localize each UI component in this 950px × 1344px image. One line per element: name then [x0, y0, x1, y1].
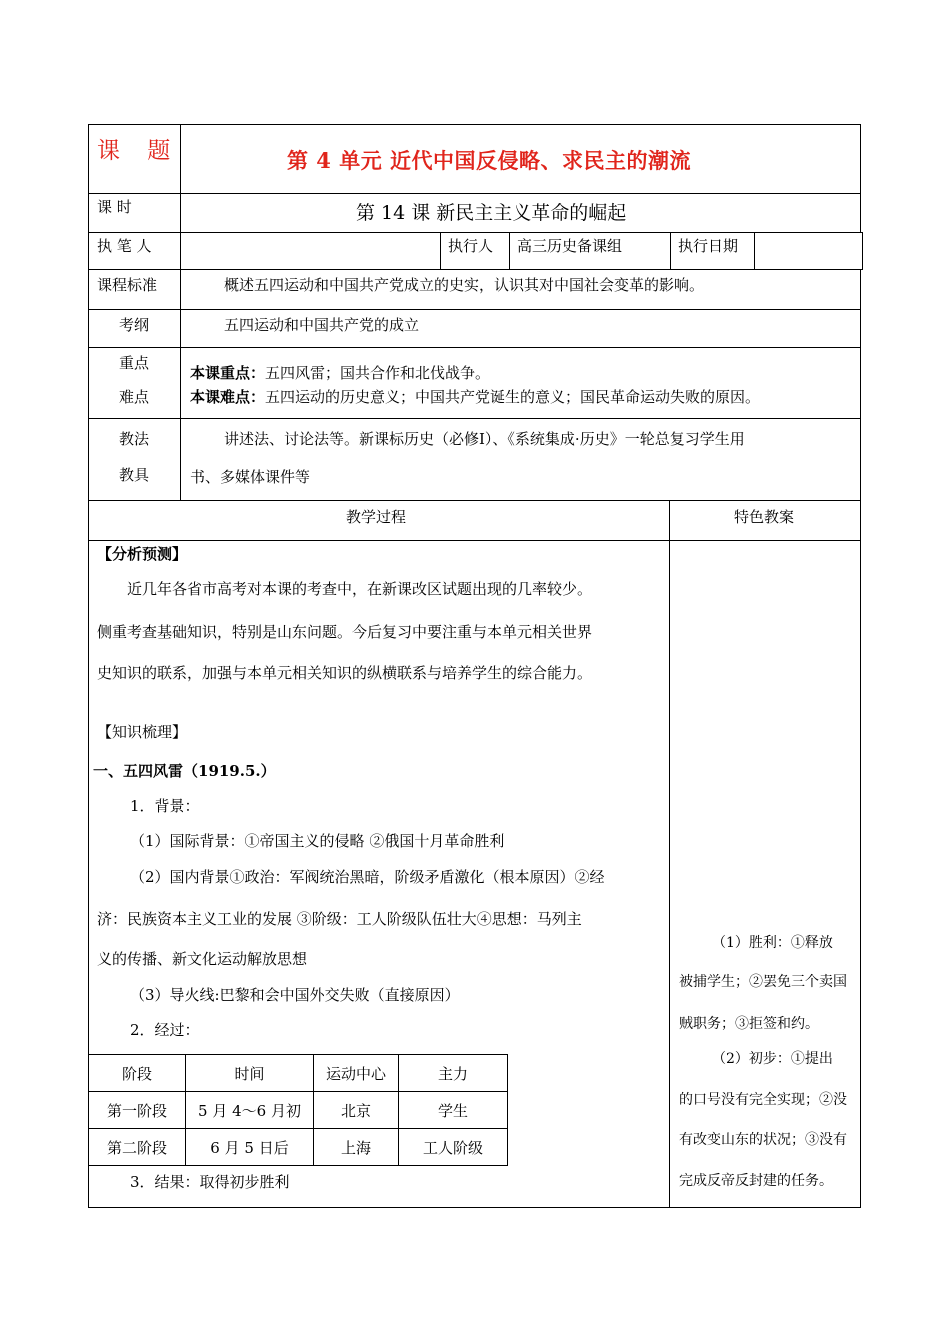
analysis-line-2: 侧重考查基础知识，特别是山东问题。今后复习中要注重与本单元相关世界 [97, 623, 593, 641]
bizhe-label: 执 笔 人 [97, 237, 152, 255]
stage-table [88, 1054, 508, 1166]
table-cell: 学生 [399, 1092, 508, 1129]
jiaofa-line-2: 书、多媒体课件等 [190, 468, 311, 486]
side-note-line-4: （2）初步：①提出 [712, 1051, 833, 1067]
table-cell: 第二阶段 [89, 1129, 186, 1166]
table-cell: 5 月 4～6 月初 [186, 1092, 314, 1129]
table-cell: 北京 [314, 1092, 399, 1129]
date-label: 执行日期 [678, 237, 739, 255]
process-title: 2．经过： [130, 1021, 200, 1039]
nandian-prefix: 本课难点： [190, 388, 266, 406]
keshi-label: 课 时 [97, 198, 132, 216]
table-row [89, 1129, 508, 1166]
analysis-line-1: 近几年各省市高考对本课的考查中，在新课改区试题出现的几率较少。 [127, 580, 593, 598]
side-note-line-6: 有改变山东的状况；③没有 [679, 1132, 847, 1148]
side-note-line-1: （1）胜利：①释放 [712, 935, 833, 951]
result-text: 3．结果：取得初步胜利 [130, 1173, 290, 1191]
keti-label: 课 题 [97, 138, 181, 164]
background-title: 1．背景： [130, 797, 200, 815]
nandian-line [190, 388, 760, 406]
domestic-line-1: （2）国内背景①政治：军阀统治黑暗，阶级矛盾激化（根本原因）②经 [130, 868, 605, 886]
domestic-line-2: 济：民族资本主义工业的发展 ③阶级：工人阶级队伍壮大④思想：马列主 [97, 910, 582, 928]
table-cell: 工人阶级 [399, 1129, 508, 1166]
table-header-cell: 主力 [399, 1055, 508, 1092]
feature-header: 特色教案 [734, 508, 795, 526]
analysis-line-3: 史知识的联系，加强与本单元相关知识的纵横联系与培养学生的综合能力。 [97, 664, 593, 682]
table-cell: 上海 [314, 1129, 399, 1166]
zhongdian-label: 重点 [119, 354, 150, 372]
fuse-cause: （3）导火线:巴黎和会中国外交失败（直接原因） [130, 986, 460, 1004]
table-cell: 第一阶段 [89, 1092, 186, 1129]
section1-title: 一、五四风雷（1919.5.） [93, 762, 276, 780]
table-cell: 6 月 5 日后 [186, 1129, 314, 1166]
table-header-cell: 时间 [186, 1055, 314, 1092]
zhongdian-prefix: 本课重点： [190, 364, 266, 382]
zhongdian-text: 五四风雷；国共合作和北伐战争。 [265, 364, 491, 382]
nandian-text: 五四运动的历史意义；中国共产党诞生的意义；国民革命运动失败的原因。 [265, 388, 761, 406]
table-header-cell: 阶段 [89, 1055, 186, 1092]
side-note-line-5: 的口号没有完全实现；②没 [679, 1092, 847, 1108]
table-row [89, 1055, 508, 1092]
nandian-label: 难点 [119, 388, 150, 406]
standard-text: 概述五四运动和中国共产党成立的史实，认识其对中国社会变革的影响。 [224, 276, 705, 294]
zhixing-label: 执行人 [448, 237, 494, 255]
kaogang-text: 五四运动和中国共产党的成立 [224, 316, 420, 334]
zhongdian-line [190, 364, 490, 382]
side-note-line-3: 贼职务；③拒签和约。 [679, 1016, 819, 1032]
side-note-line-2: 被捕学生；②罢免三个卖国 [679, 974, 847, 990]
side-note-line-7: 完成反帝反封建的任务。 [679, 1173, 833, 1189]
jiaofa-label: 教法 [119, 430, 150, 448]
jiaofa-line-1: 讲述法、讨论法等。新课标历史（必修Ⅰ）、《系统集成·历史》一轮总复习学生用 [224, 430, 745, 448]
analysis-title: 【分析预测】 [97, 545, 188, 563]
table-header-cell: 运动中心 [314, 1055, 399, 1092]
process-header: 教学过程 [346, 508, 407, 526]
domestic-line-3: 义的传播、新文化运动解放思想 [97, 950, 308, 968]
standard-label: 课程标准 [97, 276, 158, 294]
jiaoju-label: 教具 [119, 466, 150, 484]
zhixing-value: 高三历史备课组 [517, 237, 623, 255]
knowledge-title: 【知识梳理】 [97, 723, 188, 741]
intl-background: （1）国际背景：①帝国主义的侵略 ②俄国十月革命胜利 [130, 832, 505, 850]
table-row [89, 1092, 508, 1129]
unit-title: 第 4 单元 近代中国反侵略、求民主的潮流 [287, 148, 692, 173]
lesson-title: 第 14 课 新民主主义革命的崛起 [356, 202, 627, 224]
kaogang-label: 考纲 [119, 316, 150, 334]
